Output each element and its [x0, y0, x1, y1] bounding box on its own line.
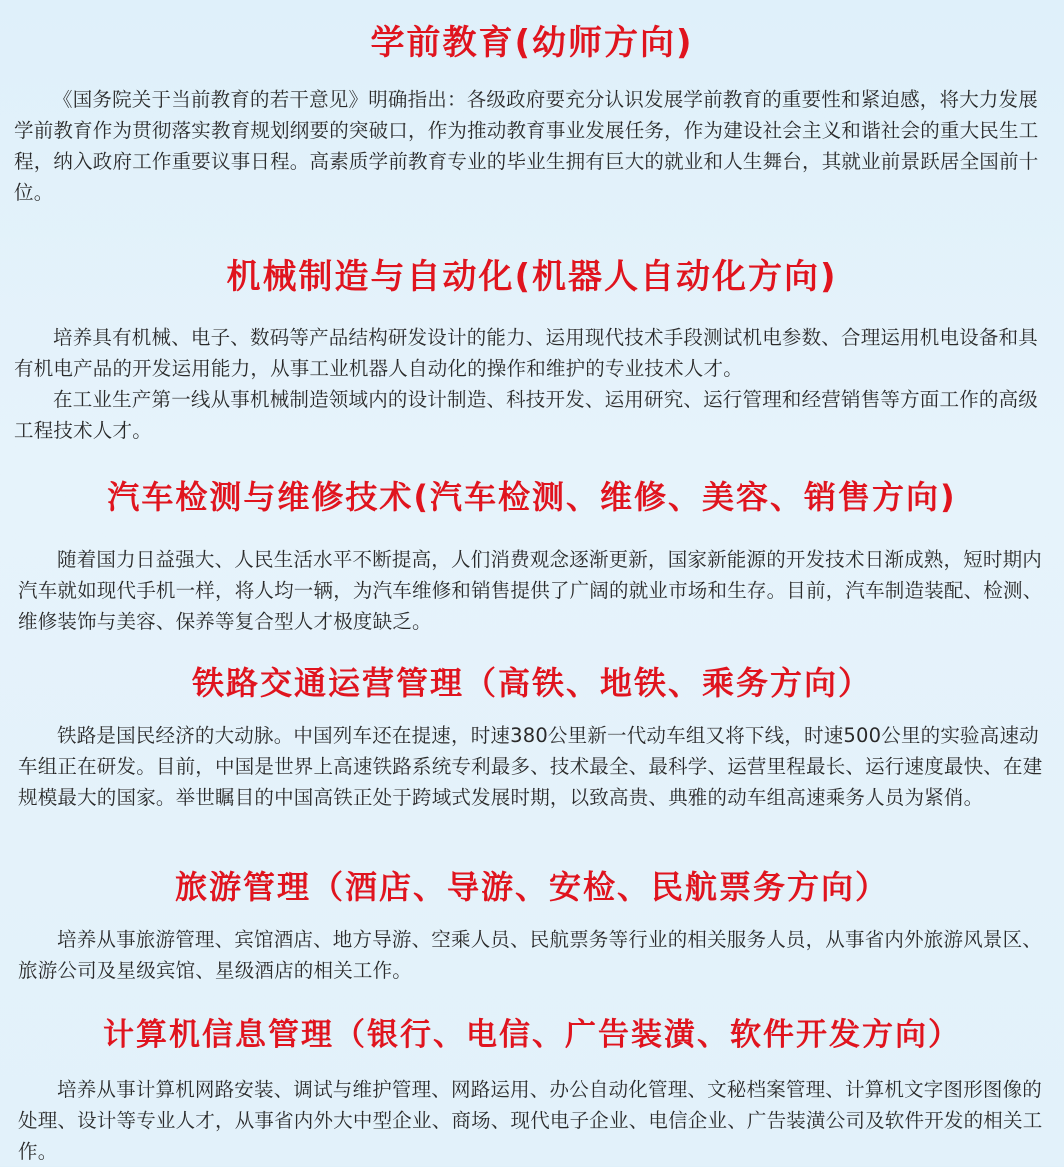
section-title: 旅游管理（酒店、导游、安检、民航票务方向） — [174, 868, 889, 906]
section-preschool-education — [0, 20, 1064, 208]
section-computer-information — [0, 1012, 1064, 1167]
section-title: 铁路交通运营管理（高铁、地铁、乘务方向） — [191, 664, 872, 702]
section-paragraph: 培养从事计算机网路安装、调试与维护管理、网路运用、办公自动化管理、文秘档案管理、计算机文字图形图像的处理、设计等专业人才，从事省内外大中型企业、商场、现代电子企业、电信企业、广告装潢公司及软件开发的相关工作。 — [18, 1078, 1043, 1163]
section-paragraph: 随着国力日益强大、人民生活水平不断提高，人们消费观念逐渐更新，国家新能源的开发技术日渐成熟，短时期内汽车就如现代手机一样，将人均一辆，为汽车维修和销售提供了广阔的就业市场和生存。目前，汽车制造装配、检测、维修装饰与美容、保养等复合型人才极度缺乏。 — [18, 548, 1043, 633]
section-paragraph: 培养具有机械、电子、数码等产品结构研发设计的能力、运用现代技术手段测试机电参数、合理运用机电设备和具有机电产品的开发运用能力，从事工业机器人自动化的操作和维护的专业技术人才。 — [14, 326, 1039, 380]
section-paragraph: 铁路是国民经济的大动脉。中国列车还在提速，时速380公里新一代动车组又将下线，时速500公里的实验高速动车组正在研发。目前，中国是世界上高速铁路系统专利最多、技术最全、最科学、运营里程最长、运行速度最快、在建规模最大的国家。举世瞩目的中国高铁正处于跨域式发展时期，以致高贵、典雅的动车组高速乘务人员为紧俏。 — [18, 724, 1043, 809]
section-paragraph: 《国务院关于当前教育的若干意见》明确指出：各级政府要充分认识发展学前教育的重要性和紧迫感，将大力发展学前教育作为贯彻落实教育规划纲要的突破口，作为推动教育事业发展任务，作为建设社会主义和谐社会的重大民生工程，纳入政府工作重要议事日程。高素质学前教育专业的毕业生拥有巨大的就业和人生舞台，其就业前景跃居全国前十位。 — [14, 88, 1039, 204]
section-title: 汽车检测与维修技术(汽车检测、维修、美容、销售方向) — [107, 478, 957, 516]
section-tourism-management — [0, 864, 1064, 986]
section-title: 学前教育(幼师方向) — [370, 23, 694, 63]
section-title: 计算机信息管理（银行、电信、广告装潢、软件开发方向） — [103, 1017, 961, 1053]
section-paragraph: 培养从事旅游管理、宾馆酒店、地方导游、空乘人员、民航票务等行业的相关服务人员，从事省内外旅游风景区、旅游公司及星级宾馆、星级酒店的相关工作。 — [18, 928, 1043, 982]
section-title: 机械制造与自动化(机器人自动化方向) — [226, 257, 838, 297]
section-paragraph: 在工业生产第一线从事机械制造领域内的设计制造、科技开发、运用研究、运行管理和经营销售等方面工作的高级工程技术人才。 — [14, 388, 1039, 442]
section-railway-operation — [0, 660, 1064, 813]
section-auto-inspection-repair — [0, 474, 1064, 637]
section-mechanical-automation — [0, 254, 1064, 446]
